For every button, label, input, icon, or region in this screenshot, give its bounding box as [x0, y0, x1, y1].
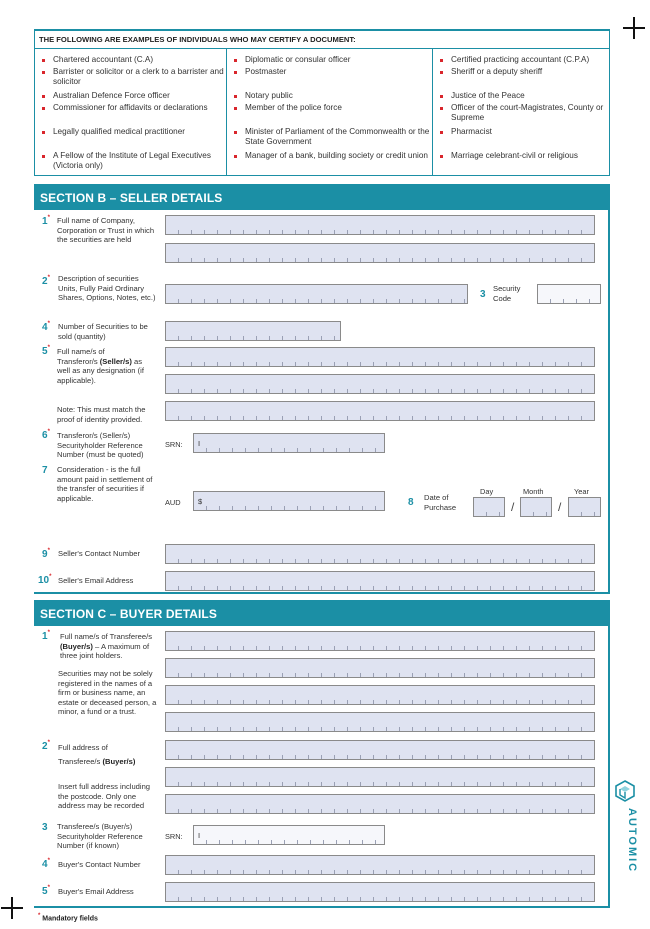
consideration-label: Consideration - is the full amount paid in settlement of the transfer of securities if applicable. — [57, 465, 153, 503]
seller-name-label: Full name/s of Transferor/s (Seller/s) as well as any designation (if applicable). — [57, 347, 144, 385]
buyer-contact-input[interactable] — [165, 855, 595, 875]
purchase-month-input[interactable] — [520, 497, 552, 517]
certifier-item: Barrister or solicitor or a clerk to a barrister and solicitor — [53, 67, 224, 87]
certifier-heading: THE FOLLOWING ARE EXAMPLES OF INDIVIDUALS WHO MAY CERTIFY A DOCUMENT: — [35, 31, 609, 49]
question-number: 7 — [42, 465, 48, 476]
buyer-name-input-line-4[interactable] — [165, 712, 595, 732]
buyer-name-note: Securities may not be solely registered in the names of a firm or business name, an estate or deceased person, a minor, a fund or a trust. — [58, 669, 157, 717]
question-number: 5* — [42, 885, 50, 897]
certifier-item: Minister of Parliament of the Commonwealth or the State Government — [245, 127, 430, 147]
currency-label: AUD — [165, 498, 181, 507]
question-number: 10* — [38, 574, 52, 586]
question-number: 2* — [42, 740, 50, 752]
certifier-item: Certified practicing accountant (C.P.A) — [451, 55, 607, 65]
purchase-day-input[interactable] — [473, 497, 505, 517]
automic-brand-name: AUTOMIC — [626, 808, 638, 874]
seller-email-label: Seller's Email Address — [58, 576, 134, 585]
certifier-item: Notary public — [245, 91, 430, 101]
seller-name-input-line-3[interactable] — [165, 401, 595, 421]
automic-brand — [612, 780, 638, 910]
buyer-name-label: Full name/s of Transferee/s (Buyer/s) – A maximum of three joint holders. — [60, 632, 153, 661]
buyer-srn-input[interactable]: I — [193, 825, 385, 845]
company-name-input-line-2[interactable] — [165, 243, 595, 263]
seller-contact-input[interactable] — [165, 544, 595, 564]
certifier-column-2 — [227, 49, 433, 175]
buyer-email-input[interactable] — [165, 882, 595, 902]
certifier-table — [34, 29, 610, 176]
automic-logo-icon — [614, 780, 636, 802]
question-number: 5* — [42, 345, 50, 357]
seller-name-input-line-2[interactable] — [165, 374, 595, 394]
certifier-item: Australian Defence Force officer — [53, 91, 224, 101]
crop-mark-top-right — [623, 17, 645, 39]
certifier-item: Commissioner for affidavits or declarations — [53, 103, 224, 113]
certifier-column-3 — [433, 49, 609, 175]
certifier-item: Diplomatic or consular officer — [245, 55, 430, 65]
seller-name-input-line-1[interactable] — [165, 347, 595, 367]
question-number: 4* — [42, 858, 50, 870]
question-number: 1* — [42, 215, 50, 227]
buyer-address-input-line-2[interactable] — [165, 767, 595, 787]
security-code-input[interactable] — [537, 284, 601, 304]
certifier-item: Pharmacist — [451, 127, 607, 137]
date-separator: / — [558, 500, 562, 514]
seller-email-input[interactable] — [165, 571, 595, 591]
company-name-label: Full name of Company, Corporation or Trust in which the securities are held — [57, 216, 155, 245]
securities-description-input[interactable] — [165, 284, 468, 304]
question-number: 1* — [42, 630, 50, 642]
crop-mark-bottom-left — [1, 897, 23, 919]
buyer-address-label: Full address of Transferee/s (Buyer/s) — [58, 743, 136, 766]
seller-contact-label: Seller's Contact Number — [58, 549, 141, 558]
purchase-date-label: Date of Purchase — [424, 493, 457, 512]
question-number: 2* — [42, 275, 50, 287]
consideration-input[interactable]: $ — [193, 491, 385, 511]
certifier-item: Postmaster — [245, 67, 430, 77]
question-number: 3 — [42, 822, 48, 833]
date-separator: / — [511, 500, 515, 514]
buyer-name-input-line-2[interactable] — [165, 658, 595, 678]
buyer-srn-prefix-label: SRN: — [165, 832, 183, 841]
day-label: Day — [480, 487, 494, 496]
certifier-item: Marriage celebrant-civil or religious — [451, 151, 607, 161]
buyer-email-label: Buyer's Email Address — [58, 887, 134, 896]
year-label: Year — [574, 487, 589, 496]
securities-description-label: Description of securities Units, Fully Paid Ordinary Shares, Options, Notes, etc.) — [58, 274, 156, 303]
certifier-item: A Fellow of the Institute of Legal Executives (Victoria only) — [53, 151, 224, 171]
seller-srn-label: Transferor/s (Seller/s) Securityholder Reference Number (must be quoted) — [57, 431, 144, 460]
section-c-title: SECTION C – BUYER DETAILS — [34, 600, 610, 626]
seller-srn-input[interactable]: I — [193, 433, 385, 453]
buyer-name-input-line-1[interactable] — [165, 631, 595, 651]
question-number: 6* — [42, 429, 50, 441]
certifier-item: Chartered accountant (C.A) — [53, 55, 224, 65]
quantity-input[interactable] — [165, 321, 341, 341]
seller-srn-prefix-label: SRN: — [165, 440, 183, 449]
certifier-item: Legally qualified medical practitioner — [53, 127, 224, 137]
seller-name-note: Note: This must match the proof of identity provided. — [57, 405, 146, 424]
certifier-item: Officer of the court-Magistrates, County or Supreme — [451, 103, 607, 123]
certifier-item: Manager of a bank, building society or credit union — [245, 151, 430, 161]
buyer-srn-label: Transferee/s (Buyer/s) Securityholder Reference Number (if known) — [57, 822, 143, 851]
company-name-input-line-1[interactable] — [165, 215, 595, 235]
question-number: 4* — [42, 321, 50, 333]
question-number: 8 — [408, 497, 414, 508]
section-b-title: SECTION B – SELLER DETAILS — [34, 184, 610, 210]
certifier-item: Member of the police force — [245, 103, 430, 113]
question-number: 9* — [42, 548, 50, 560]
certifier-item: Sheriff or a deputy sheriff — [451, 67, 607, 77]
buyer-address-note: Insert full address including the postcode. Only one address may be recorded — [58, 782, 151, 811]
month-label: Month — [523, 487, 544, 496]
buyer-name-input-line-3[interactable] — [165, 685, 595, 705]
buyer-address-input-line-1[interactable] — [165, 740, 595, 760]
certifier-item: Justice of the Peace — [451, 91, 607, 101]
mandatory-note: * Mandatory fields — [38, 913, 98, 923]
purchase-year-input[interactable] — [568, 497, 601, 517]
quantity-label: Number of Securities to be sold (quantity) — [58, 322, 148, 341]
security-code-label: Security Code — [493, 284, 521, 303]
buyer-contact-label: Buyer's Contact Number — [58, 860, 141, 869]
buyer-address-input-line-3[interactable] — [165, 794, 595, 814]
question-number: 3 — [480, 289, 486, 300]
certifier-column-1 — [35, 49, 227, 175]
